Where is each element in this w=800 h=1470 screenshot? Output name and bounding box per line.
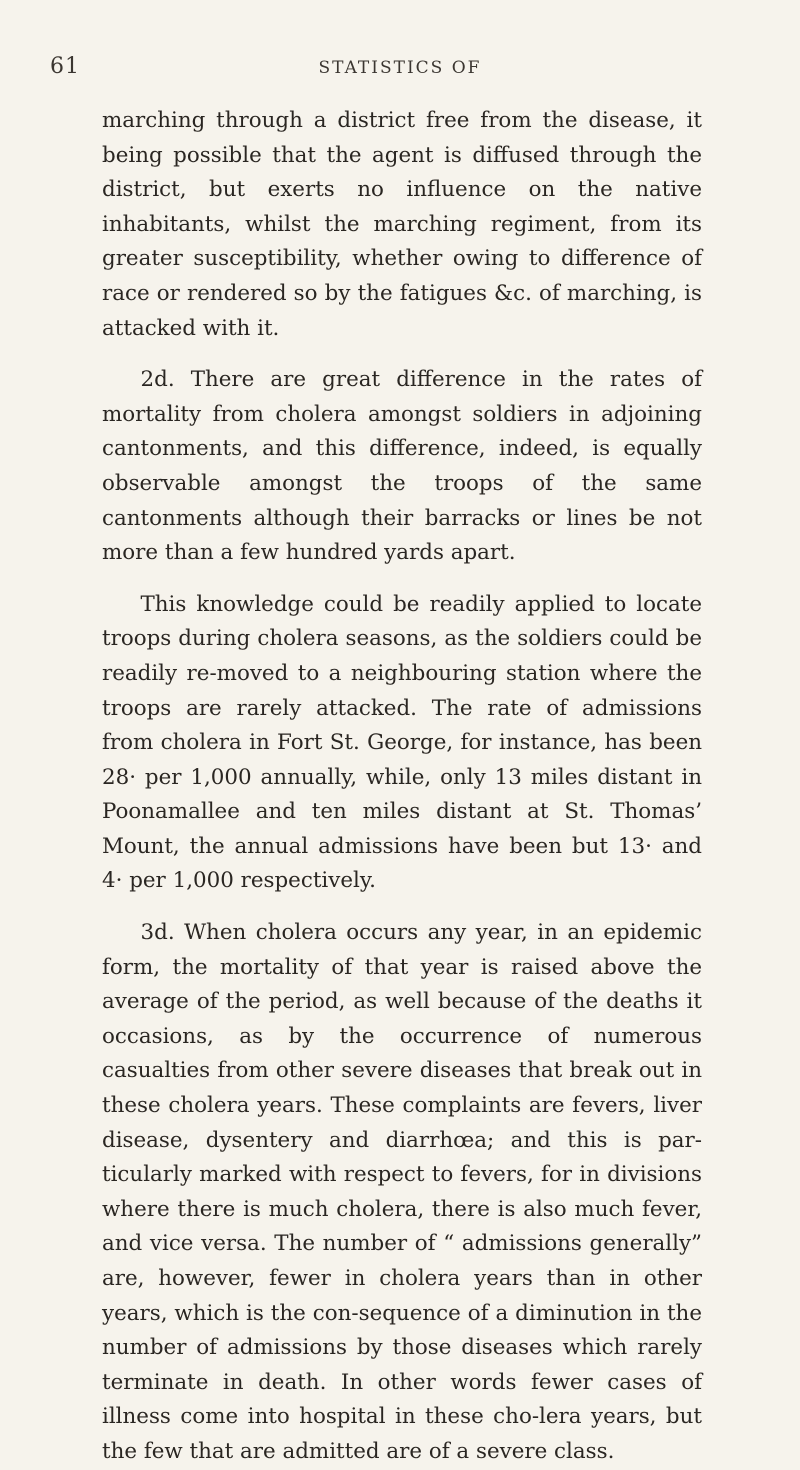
paragraph-2d: 2d. There are great difference in the rates of mortality from cholera amongst soldiers in adjoining cantonments, and this difference, indeed, is equally observable amongst the troops of the same cantonments although their barracks or lines be not more than a few hundred yards apart.	[102, 367, 702, 566]
body-text	[102, 104, 702, 1470]
page-number: 61	[50, 54, 80, 79]
page-header	[50, 54, 750, 84]
paragraph-continuation: marching through a district free from the disease, it being possible that the agent is diffused through the district, but exerts no influence on the native inhabitants, whilst the marching regiment, from its greater susceptibility, whether owing to difference of race or rendered so by the fatigues &c. of marching, is attacked with it.	[102, 108, 702, 341]
running-title: STATISTICS OF	[318, 58, 482, 78]
paragraph-knowledge: This knowledge could be readily applied to locate troops during cholera seasons, as the soldiers could be readily re-moved to a neighbouring station where the troops are rarely attacked. The rate of admissions from cholera in Fort St. George, for instance, has been 28· per 1,000 annually, while, only 13 miles distant in Poonamallee and ten miles distant at St. Thomas’ Mount, the annual admissions have been but 13· and 4· per 1,000 respectively.	[102, 591, 702, 894]
paragraph-3d: 3d. When cholera occurs any year, in an epidemic form, the mortality of that year is raised above the average of the period, as well because of the deaths it occasions, as by the occurrence of numerous casualties from other severe diseases that break out in these cholera years. These complaints are fevers, liver disease, dysentery and diarrhœa; and this is par-ticularly marked with respect to fevers, for in divisions where there is much cholera, there is also much fever, and vice versa. The number of “ admissions generally” are, however, fewer in cholera years than in other years, which is the con-sequence of a diminution in the number of admissions by those diseases which rarely terminate in death. In other words fewer cases of illness come into hospital in these cho-lera years, but the few that are admitted are of a severe class.	[102, 920, 702, 1464]
